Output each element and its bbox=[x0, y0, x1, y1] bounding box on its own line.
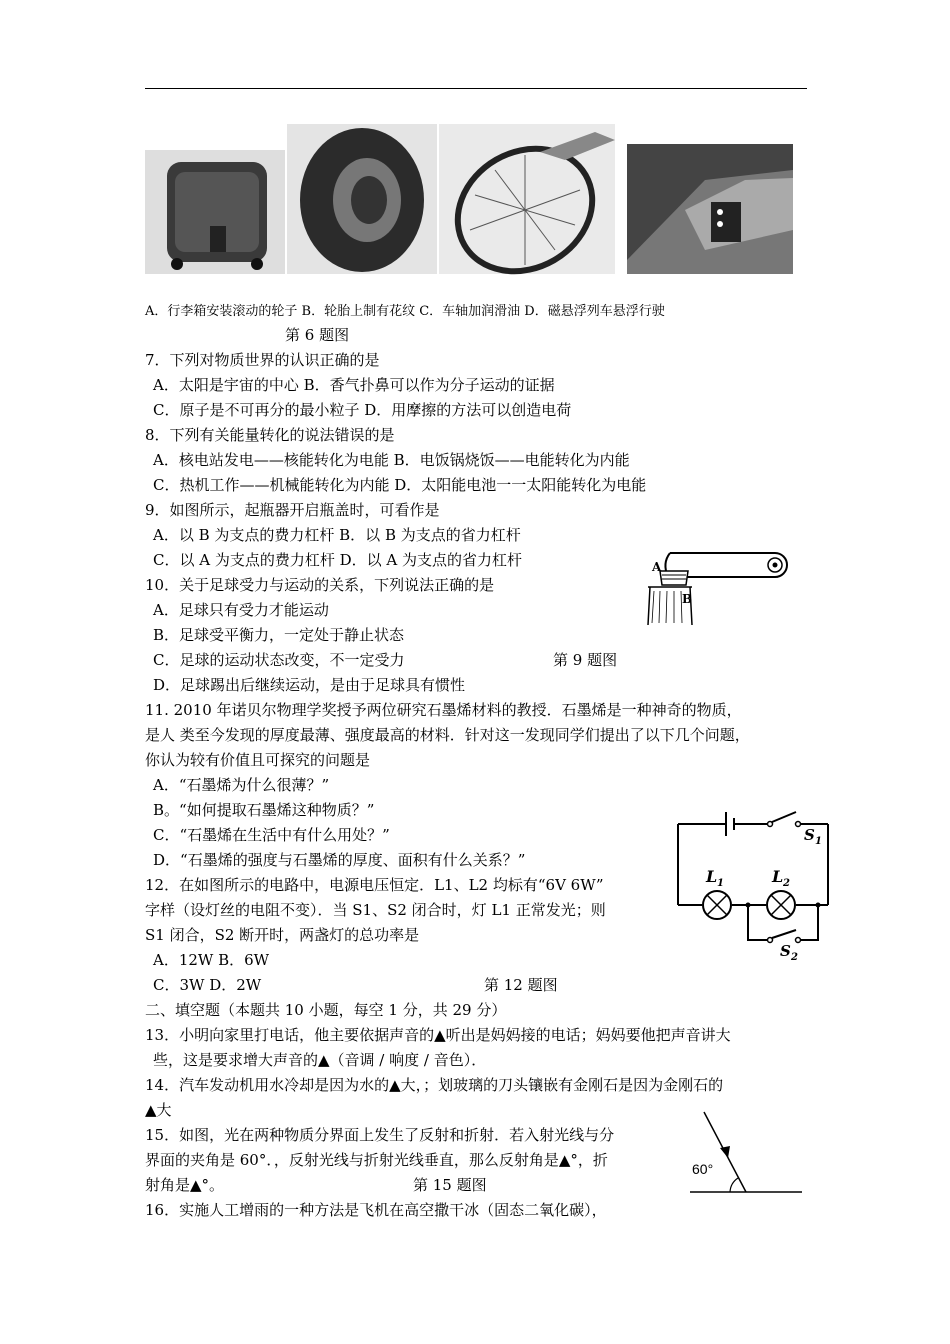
q11-option-b: B。“如何提取石墨烯这种物质？” bbox=[153, 801, 375, 819]
label-s2: S bbox=[780, 942, 791, 960]
q11-line-2: 是人 类至今发现的厚度最薄、强度最高的材料．针对这一发现同学们提出了以下几个问题， bbox=[145, 726, 750, 744]
q10-option-b: B．足球受平衡力，一定处于静止状态 bbox=[153, 626, 405, 644]
q7-options-ab: A．太阳是宇宙的中心 B．香气扑鼻可以作为分子运动的证据 bbox=[153, 376, 555, 394]
q11-option-c: C．“石墨烯在生活中有什么用处？” bbox=[153, 826, 390, 844]
q15-angle-label: 60° bbox=[692, 1161, 714, 1177]
q9-caption: 第 9 题图 bbox=[553, 651, 618, 669]
q9-bottle-opener-figure bbox=[640, 545, 800, 630]
q9-options-ab: A．以 B 为支点的费力杠杆 B．以 B 为支点的省力杠杆 bbox=[153, 526, 521, 544]
q12-caption: 第 12 题图 bbox=[484, 976, 558, 994]
q16-line-1: 16．实施人工增雨的一种方法是飞机在高空撒干冰（固态二氧化碳）， bbox=[145, 1201, 607, 1219]
q15-caption: 第 15 题图 bbox=[413, 1176, 487, 1194]
label-l2: L bbox=[772, 867, 784, 886]
q12-line-3: S1 闭合，S2 断开时，两盏灯的总功率是 bbox=[145, 926, 420, 944]
q8-stem: 8．下列有关能量转化的说法错误的是 bbox=[145, 426, 395, 444]
q12-line-1: 12．在如图所示的电路中，电源电压恒定．L1、L2 均标有“6V 6W” bbox=[145, 876, 604, 894]
q15-line-3: 射角是▲°。 bbox=[145, 1176, 225, 1194]
q15-line-2: 界面的夹角是 60°．，反射光线与折射光线垂直，那么反射角是▲°，折 bbox=[145, 1151, 608, 1169]
lamp-l1 bbox=[703, 891, 731, 919]
lamp-l2 bbox=[767, 891, 795, 919]
q7-stem: 7．下列对物质世界的认识正确的是 bbox=[145, 351, 380, 369]
q14-line-1: 14．汽车发动机用水冷却是因为水的▲大，；划玻璃的刀头镶嵌有金刚石是因为金刚石的 bbox=[145, 1076, 724, 1094]
q12-options-cd: C．3W D．2W bbox=[153, 976, 262, 994]
q9-figure-svg bbox=[640, 545, 800, 630]
q15-line-1: 15．如图，光在两种物质分界面上发生了反射和折射．若入射光线与分 bbox=[145, 1126, 615, 1144]
q11-option-d: D．“石墨烯的强度与石墨烯的厚度、面积有什么关系？” bbox=[153, 851, 526, 869]
q6-photo-strip bbox=[145, 120, 793, 276]
q13-line-2: 些，这是要求增大声音的▲（音调 / 响度 / 音色）． bbox=[153, 1051, 487, 1069]
maglev-train-image bbox=[627, 144, 793, 274]
q8-options-ab: A．核电站发电——核能转化为电能 B．电饭锅烧饭——电能转化为内能 bbox=[153, 451, 630, 469]
q9-label-a: A bbox=[652, 560, 662, 574]
q6-options: A．行李箱安装滚动的轮子 B．轮胎上制有花纹 C．车轴加润滑油 D．磁悬浮列车悬浮行驶 bbox=[145, 304, 665, 319]
q12-options-ab: A．12W B．6W bbox=[153, 951, 270, 969]
q6-photos-svg bbox=[145, 120, 793, 276]
luggage-image bbox=[145, 150, 285, 274]
q9-options-cd: C．以 A 为支点的费力杠杆 D．以 A 为支点的省力杠杆 bbox=[153, 551, 523, 569]
q10-option-a: A．足球只有受力才能运动 bbox=[153, 601, 329, 619]
q10-stem: 10．关于足球受力与运动的关系，下列说法正确的是 bbox=[145, 576, 495, 594]
q15-figure-svg bbox=[686, 1108, 806, 1198]
bicycle-wheel-image bbox=[435, 124, 615, 276]
q9-label-b: B bbox=[682, 592, 693, 606]
tire-image bbox=[287, 124, 437, 274]
q11-line-3: 你认为较有价值且可探究的问题是 bbox=[145, 751, 371, 769]
label-l2-sub: 2 bbox=[783, 878, 790, 889]
label-s1-sub: 1 bbox=[815, 836, 822, 847]
label-s1: S bbox=[804, 826, 815, 844]
q7-options-cd: C．原子是不可再分的最小粒子 D．用摩擦的方法可以创造电荷 bbox=[153, 401, 572, 419]
q13-line-1: 13．小明向家里打电话，他主要依据声音的▲听出是妈妈接的电话；妈妈要他把声音讲大 bbox=[145, 1026, 731, 1044]
q15-light-ray-figure bbox=[686, 1108, 806, 1198]
q12-line-2: 字样（设灯丝的电阻不变）．当 S1、S2 闭合时，灯 L1 正常发光；则 bbox=[145, 901, 606, 919]
q10-option-d: D．足球踢出后继续运动，是由于足球具有惯性 bbox=[153, 676, 466, 694]
q12-circuit-svg bbox=[672, 800, 837, 965]
label-l1-sub: 1 bbox=[717, 878, 724, 889]
q11-line-1: 11. 2010 年诺贝尔物理学奖授予两位研究石墨烯材料的教授．石墨烯是一种神奇的物质， bbox=[145, 701, 742, 719]
label-s2-sub: 2 bbox=[791, 952, 798, 963]
section-2-heading: 二、填空题（本题共 10 小题，每空 1 分，共 29 分） bbox=[145, 1001, 507, 1019]
q6-caption: 第 6 题图 bbox=[285, 326, 350, 344]
q9-stem: 9．如图所示，起瓶器开启瓶盖时，可看作是 bbox=[145, 501, 440, 519]
q10-option-c: C．足球的运动状态改变，不一定受力 bbox=[153, 651, 405, 669]
q14-line-2: ▲大 bbox=[145, 1101, 172, 1119]
label-l1: L bbox=[706, 867, 718, 886]
header-rule bbox=[145, 88, 807, 89]
q11-option-a: A．“石墨烯为什么很薄？” bbox=[153, 776, 330, 794]
q8-options-cd: C．热机工作——机械能转化为内能 D．太阳能电池一一太阳能转化为电能 bbox=[153, 476, 647, 494]
q12-circuit-figure bbox=[672, 800, 837, 965]
